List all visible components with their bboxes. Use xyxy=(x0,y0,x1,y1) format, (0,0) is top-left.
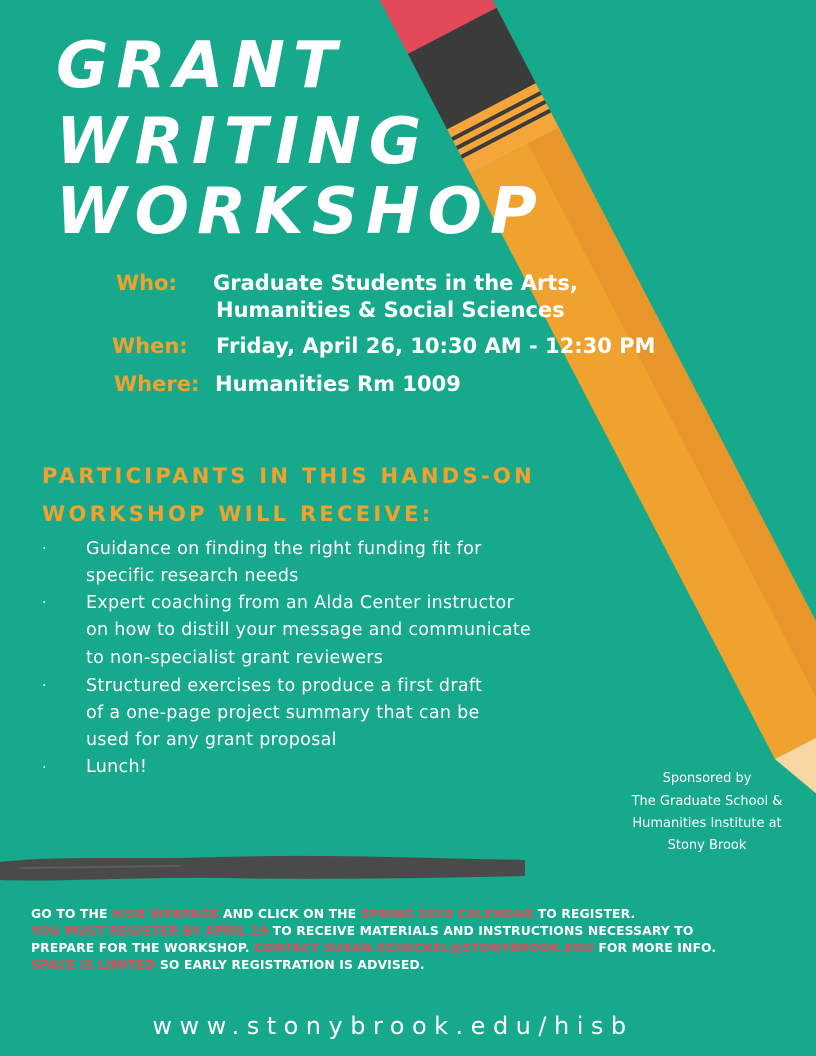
who-value-line1: Graduate Students in the Arts, xyxy=(213,271,578,295)
list-item: used for any grant proposal xyxy=(86,730,337,750)
receive-heading-line1: PARTICIPANTS IN THIS HANDS-ON xyxy=(42,464,536,488)
notice-line-4 xyxy=(31,957,425,972)
receive-heading-line2: WORKSHOP WILL RECEIVE: xyxy=(42,502,434,526)
list-item: specific research needs xyxy=(86,566,299,586)
contact-email-link[interactable]: CONTACT SUSAN.SCHECKEL@STONYBROOK.EDU xyxy=(254,940,594,955)
bullet-dot: · xyxy=(42,541,47,557)
when-label: When: xyxy=(112,334,188,358)
space-limited-text: SPACE IS LIMITED xyxy=(31,957,156,972)
bullet-dot: · xyxy=(42,595,47,611)
who-label: Who: xyxy=(116,271,177,295)
title-line-2: WRITING xyxy=(56,105,430,179)
notice-text: AND CLICK ON THE xyxy=(218,906,361,921)
bullet-dot: · xyxy=(42,760,47,776)
notice-text: SO EARLY REGISTRATION IS ADVISED. xyxy=(155,957,425,972)
bullet-dot: · xyxy=(42,678,47,694)
notice-text: TO RECEIVE MATERIALS AND INSTRUCTIONS NECESSARY TO xyxy=(268,923,694,938)
list-item: to non-specialist grant reviewers xyxy=(86,648,384,668)
footer-url-link[interactable]: www.stonybrook.edu/hisb xyxy=(152,1012,634,1040)
list-item: Structured exercises to produce a first draft xyxy=(86,676,483,696)
list-item: Guidance on finding the right funding fit for xyxy=(86,539,482,559)
notice-line-1 xyxy=(31,906,635,921)
notice-text: TO REGISTER. xyxy=(533,906,636,921)
hisb-webpage-link[interactable]: HISB WEBPAGE xyxy=(111,906,219,921)
sponsor-line-3: Humanities Institute at xyxy=(632,816,782,831)
notice-text: GO TO THE xyxy=(31,906,112,921)
who-value-line2: Humanities & Social Sciences xyxy=(216,298,565,322)
where-label: Where: xyxy=(114,372,200,396)
sponsor-line-1: Sponsored by xyxy=(662,771,752,786)
sponsor-line-4: Stony Brook xyxy=(667,838,747,853)
where-value: Humanities Rm 1009 xyxy=(215,372,461,396)
when-value: Friday, April 26, 10:30 AM - 12:30 PM xyxy=(216,334,656,358)
notice-line-2 xyxy=(31,923,693,938)
title-line-3: WORKSHOP xyxy=(56,175,545,249)
list-item: Lunch! xyxy=(86,757,148,777)
title-line-1: GRANT xyxy=(56,29,345,103)
notice-text: FOR MORE INFO. xyxy=(593,940,717,955)
list-item: Expert coaching from an Alda Center instructor xyxy=(86,593,515,613)
deadline-text: YOU MUST REGISTER BY APRIL 19 xyxy=(31,923,269,938)
list-item: of a one-page project summary that can be xyxy=(86,703,480,723)
notice-text: PREPARE FOR THE WORKSHOP. xyxy=(31,940,254,955)
sponsor-line-2: The Graduate School & xyxy=(631,794,783,809)
notice-line-3 xyxy=(31,940,716,955)
spring-calendar-link[interactable]: SPRING 2019 CALENDAR xyxy=(360,906,534,921)
list-item: on how to distill your message and communicate xyxy=(86,620,532,640)
